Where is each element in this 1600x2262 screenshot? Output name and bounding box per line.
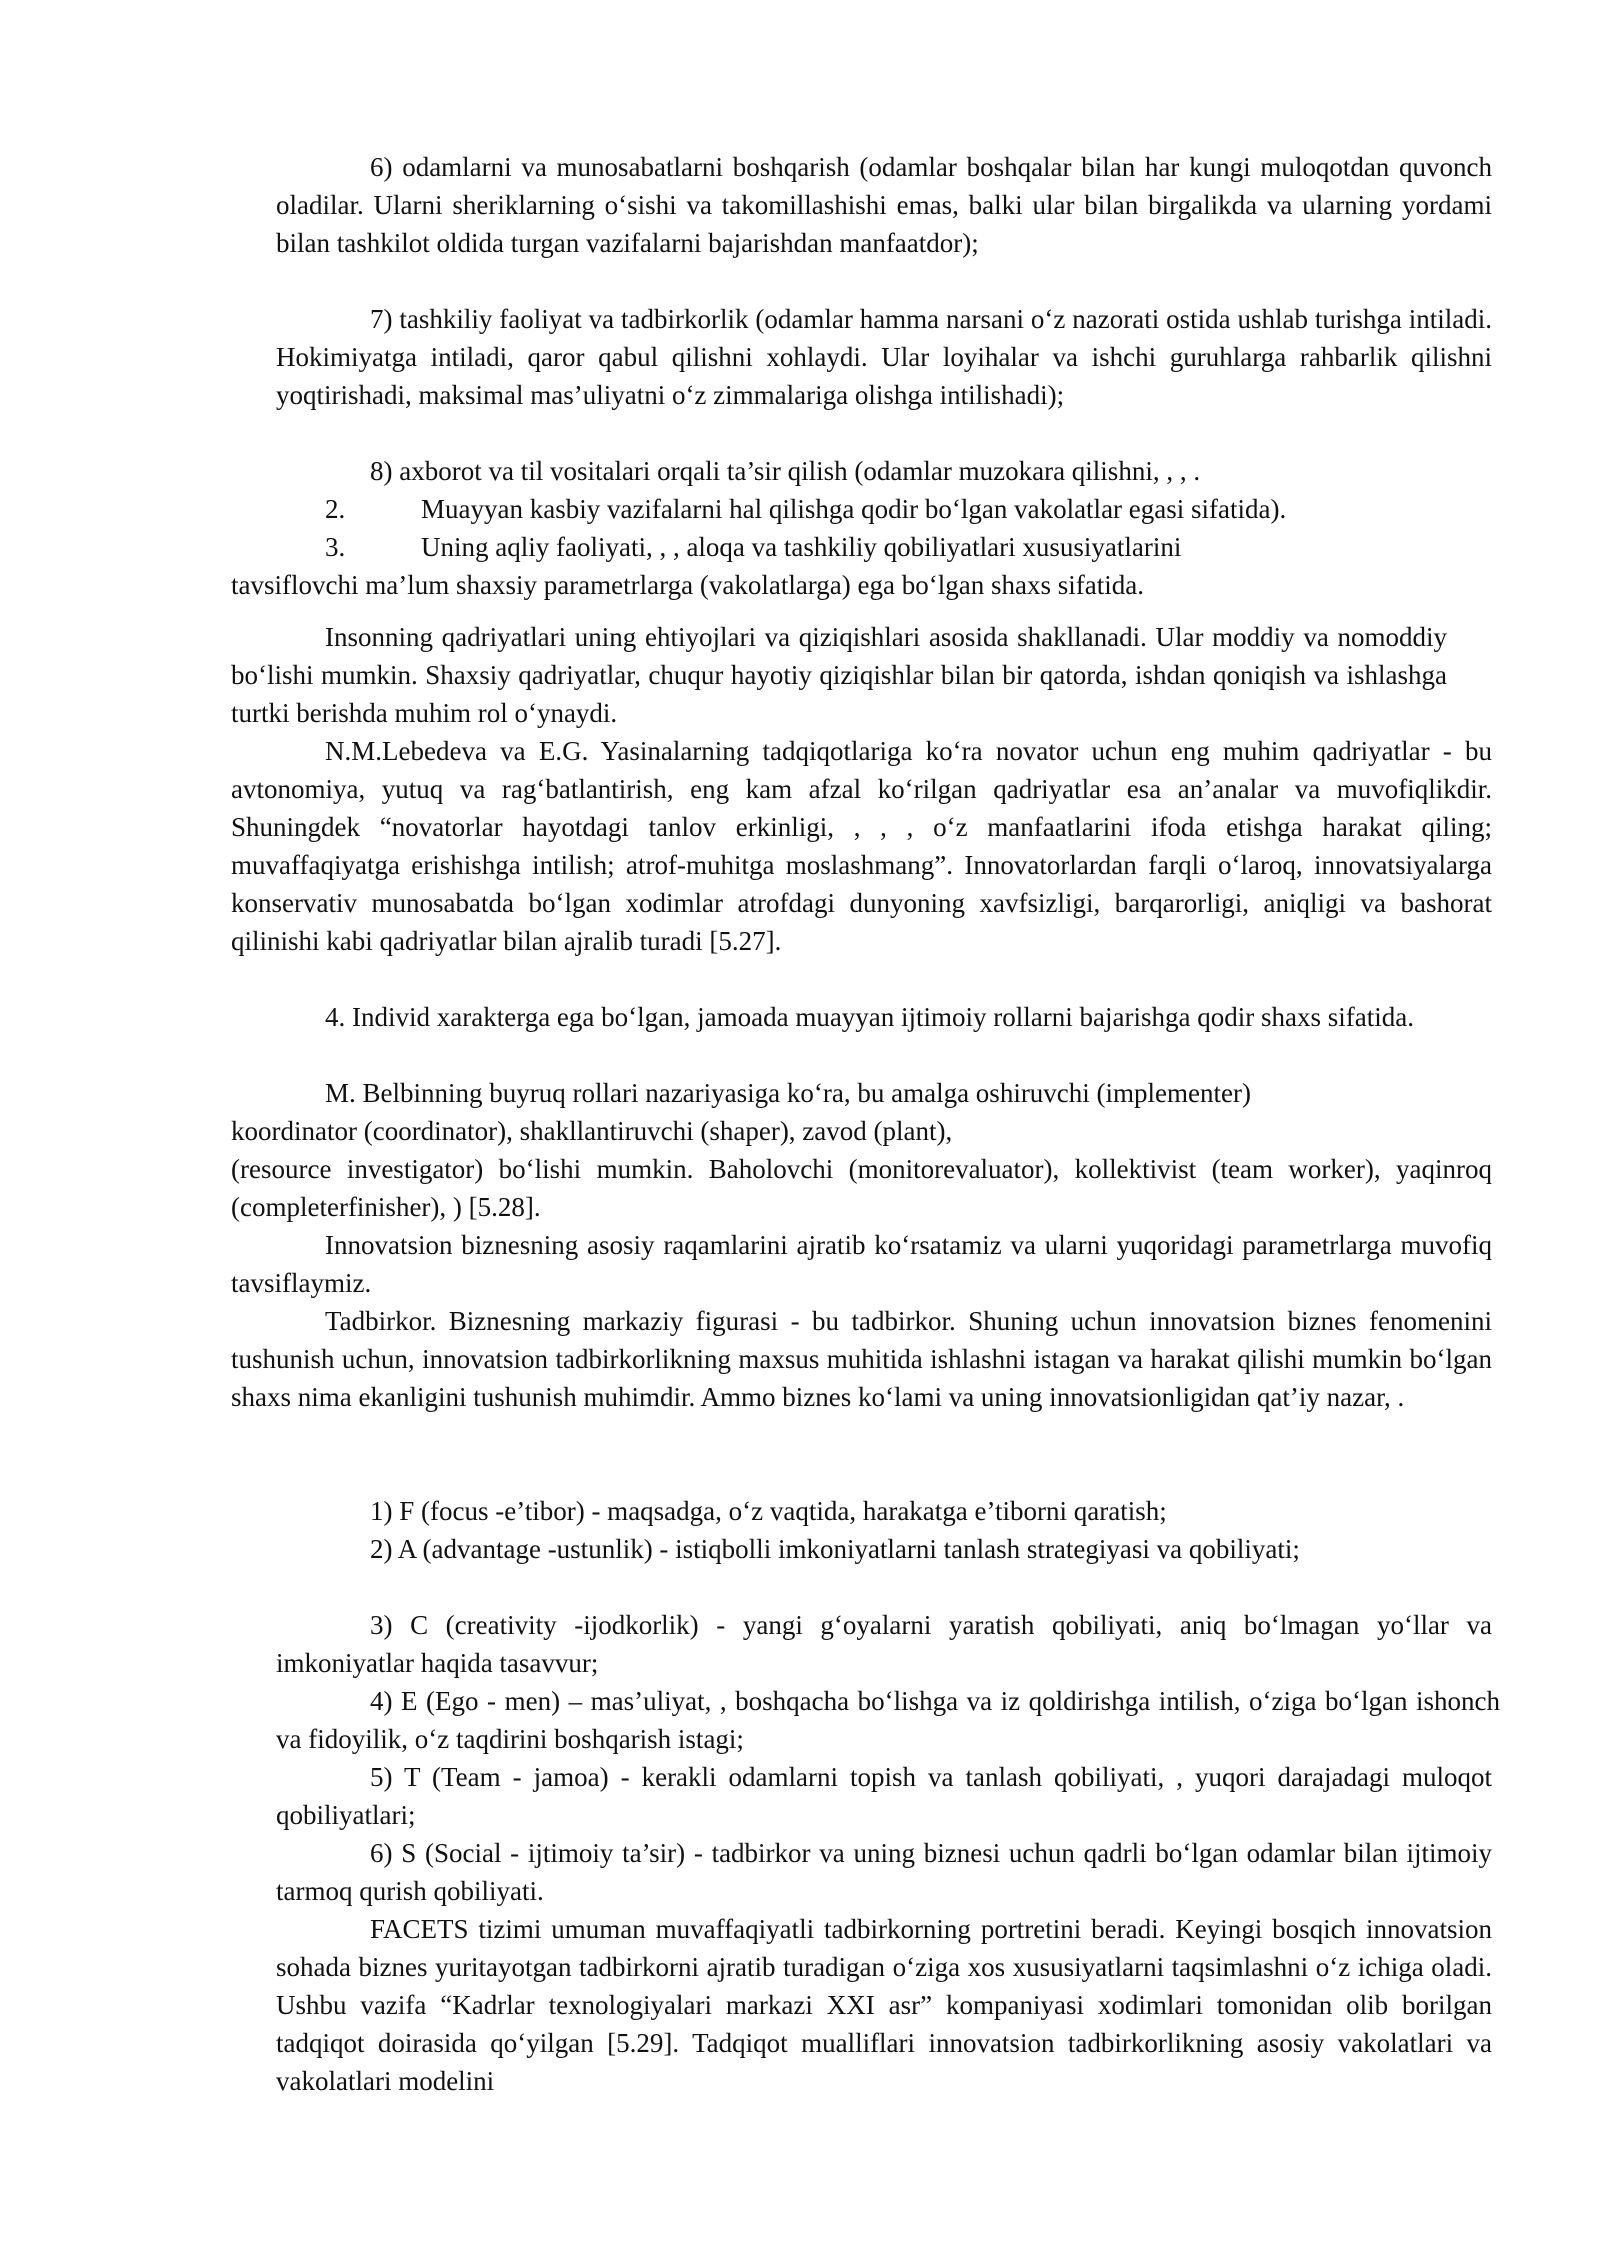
facets-item-social: 6) S (Social - ijtimoiy ta’sir) - tadbirkor va uning biznesi uchun qadrli bo‘lgan odamlar bilan ijtimoiy tarmoq qurish qobiliyati.: [276, 1838, 1492, 1906]
numbered-item-3: [325, 528, 1492, 566]
item-number: 2.: [325, 494, 346, 524]
facets-item-advantage: 2) A (advantage -ustunlik) - istiqbolli imkoniyatlarni tanlash strategiyasi va qobiliyati;: [370, 1534, 1300, 1564]
paragraph-continuation: tavsiflovchi ma’lum shaxsiy parametrlarga (vakolatlarga) ega bo‘lgan shaxs sifatida.: [231, 570, 1144, 600]
paragraph-entrepreneur: Tadbirkor. Biznesning markaziy figurasi - bu tadbirkor. Shuning uchun innovatsion biznes fenomenini tushunish uchun, innovatsion tadbirkorlikning maxsus muhitida ishlashni istagan va harakat qilishi mumkin bo‘lgan shaxs nima ekanligini tushunish muhimdir. Ammo biznes ko‘lami va uning innovatsionligidan qat’iy nazar, .: [231, 1306, 1492, 1412]
list-item-6-people-management: 6) odamlarni va munosabatlarni boshqarish (odamlar boshqalar bilan har kungi muloqotdan quvonch oladilar. Ularni sheriklarning o‘sishi va takomillashishi emas, balki ular bilan birgalikda va ularning yordami bilan tashkilot oldida turgan vazifalarni bajarishdan manfaatdor);: [276, 152, 1492, 258]
list-item-8-information-influence: 8) axborot va til vositalari orqali ta’sir qilish (odamlar muzokara qilishni, , , .: [370, 456, 1201, 486]
facets-item-focus: 1) F (focus -e’tibor) - maqsadga, o‘z vaqtida, harakatga e’tiborni qaratish;: [370, 1496, 1167, 1526]
paragraph-values: Insonning qadriyatlari uning ehtiyojlari va qiziqishlari asosida shakllanadi. Ular moddiy va nomoddiy bo‘lishi mumkin. Shaxsiy qadriyatlar, chuqur hayotiy qiziqishlar bilan bir qatorda, ishdan qoniqish va ishlashga turtki berishda muhim rol o‘ynaydi.: [231, 622, 1447, 728]
paragraph-belbin-roles-line: koordinator (coordinator), shakllantiruvchi (shaper), zavod (plant),: [231, 1116, 953, 1146]
list-item-7-organizational-activity: 7) tashkiliy faoliyat va tadbirkorlik (odamlar hamma narsani o‘z nazorati ostida ushlab turishga intiladi. Hokimiyatga intiladi, qaror qabul qilishni xohlaydi. Ular loyihalar va ishchi guruhlarga rahbarlik qilishni yoqtirishadi, maksimal mas’uliyatni o‘z zimmalariga olishga intilishadi);: [276, 304, 1492, 410]
facets-item-team: 5) T (Team - jamoa) - kerakli odamlarni topish va tanlash qobiliyati, , yuqori darajadagi muloqot qobiliyatlari;: [276, 1762, 1492, 1830]
item-text: Muayyan kasbiy vazifalarni hal qilishga qodir bo‘lgan vakolatlar egasi sifatida).: [421, 494, 1287, 524]
paragraph-facets-system: FACETS tizimi umuman muvaffaqiyatli tadbirkorning portretini beradi. Keyingi bosqich innovatsion sohada biznes yuritayotgan tadbirkorni ajratib turadigan o‘ziga xos xususiyatlarni taqsimlashni o‘z ichiga oladi. Ushbu vazifa “Kadrlar texnologiyalari markazi XXI asr” kompaniyasi xodimlari tomonidan olib borilgan tadqiqot doirasida qo‘yilgan [5.29]. Tadqiqot mualliflari innovatsion tadbirkorlikning asosiy vakolatlari va vakolatlari modelini: [276, 1914, 1492, 2096]
facets-item-ego: 4) E (Ego - men) – mas’uliyat, , boshqacha bo‘lishga va iz qoldirishga intilish, o‘ziga bo‘lgan ishonch va fidoyilik, o‘z taqdirini boshqarish istagi;: [276, 1686, 1500, 1754]
paragraph-belbin-roles-cont: (resource investigator) bo‘lishi mumkin. Baholovchi (monitorevaluator), kollektivist (team worker), yaqinroq (completerfinisher), ) [5.28].: [231, 1154, 1492, 1222]
item-text: Uning aqliy faoliyati, , , aloqa va tashkiliy qobiliyatlari xususiyatlarini: [421, 532, 1182, 562]
item-number: 3.: [325, 532, 346, 562]
numbered-item-2: [325, 490, 1492, 528]
paragraph-belbin: M. Belbinning buyruq rollari nazariyasiga ko‘ra, bu amalga oshiruvchi (implementer): [325, 1078, 1251, 1108]
paragraph-key-figures: Innovatsion biznesning asosiy raqamlarini ajratib ko‘rsatamiz va ularni yuqoridagi parametrlarga muvofiq tavsiflaymiz.: [231, 1230, 1492, 1298]
facets-item-creativity: 3) C (creativity -ijodkorlik) - yangi g‘oyalarni yaratish qobiliyati, aniq bo‘lmagan yo‘llar va imkoniyatlar haqida tasavvur;: [276, 1610, 1492, 1678]
paragraph-individual: 4. Individ xarakterga ega bo‘lgan, jamoada muayyan ijtimoiy rollarni bajarishga qodir shaxs sifatida.: [325, 1002, 1414, 1032]
paragraph-lebedeva-yasina: N.M.Lebedeva va E.G. Yasinalarning tadqiqotlariga ko‘ra novator uchun eng muhim qadriyatlar - bu avtonomiya, yutuq va rag‘batlantirish, eng kam afzal ko‘rilgan qadriyatlar esa an’analar va muvofiqlikdir. Shuningdek “novatorlar hayotdagi tanlov erkinligi, , , , o‘z manfaatlarini ifoda etishga harakat qiling; muvaffaqiyatga erishishga intilish; atrof-muhitga moslashmang”. Innovatorlardan farqli o‘laroq, innovatsiyalarga konservativ munosabatda bo‘lgan xodimlar atrofdagi dunyoning xavfsizligi, barqarorligi, aniqligi va bashorat qilinishi kabi qadriyatlar bilan ajralib turadi [5.27].: [231, 736, 1492, 956]
